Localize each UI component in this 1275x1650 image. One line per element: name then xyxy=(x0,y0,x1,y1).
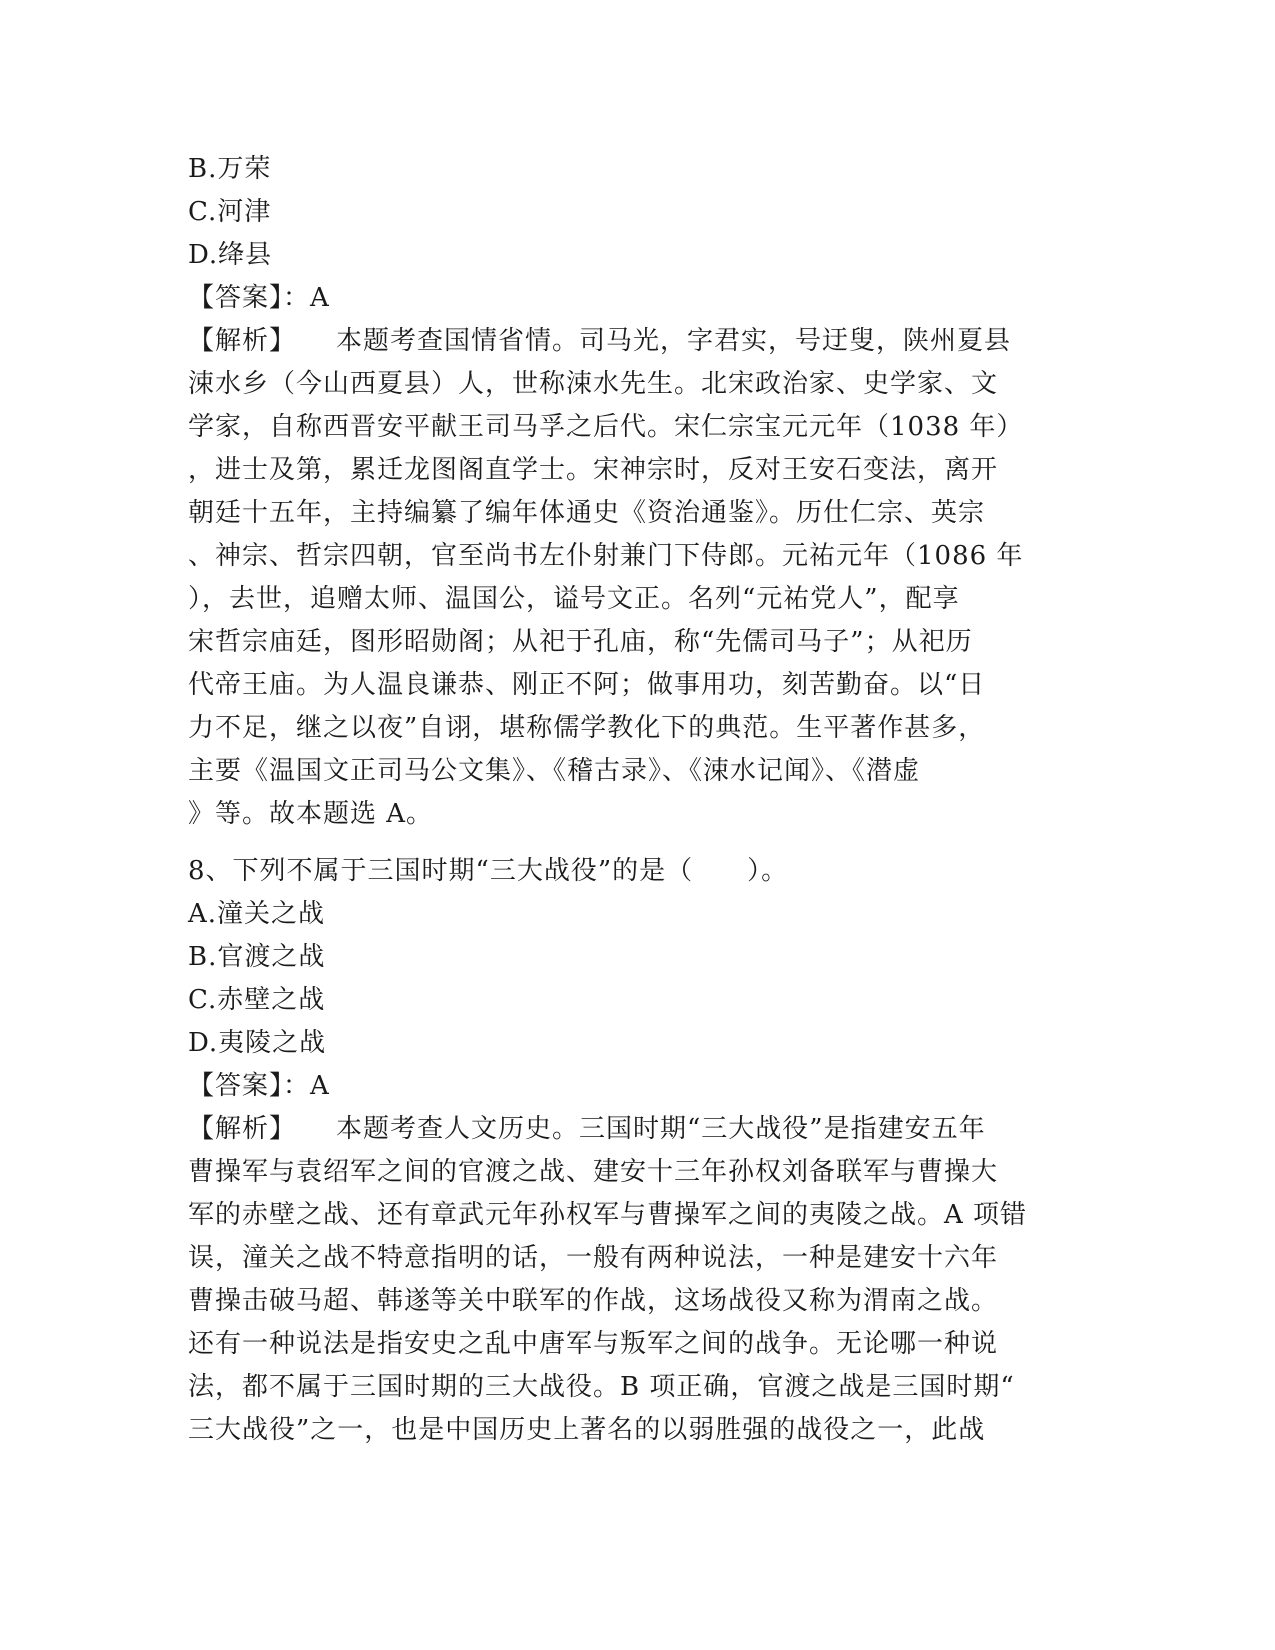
q8-analysis-line xyxy=(188,1108,1078,1151)
q8-analysis-line: 曹操军与袁绍军之间的官渡之战、建安十三年孙权刘备联军与曹操大 xyxy=(188,1157,999,1187)
q7-option-d: D.绛县 xyxy=(188,240,273,270)
q8-answer xyxy=(188,1065,1078,1108)
q8-analysis-line: 曹操击破马超、韩遂等关中联军的作战，这场战役又称为渭南之战。 xyxy=(188,1286,999,1316)
q7-answer xyxy=(188,277,1078,320)
q8-analysis xyxy=(188,1108,1078,1452)
q7-analysis-line: 主要《温国文正司马公文集》、《稽古录》、《涑水记闻》、《潜虚 xyxy=(188,756,921,786)
q7-option-b: B.万荣 xyxy=(188,154,272,184)
q8-analysis-line: 三大战役”之一，也是中国历史上著名的以弱胜强的战役之一，此战 xyxy=(188,1415,986,1445)
q8-analysis-line: 法，都不属于三国时期的三大战役。B 项正确，官渡之战是三国时期“ xyxy=(188,1372,1015,1402)
q7-analysis-line: ），去世，追赠太师、温国公，谥号文正。名列“元祐党人”，配享 xyxy=(188,584,960,614)
q7-analysis-line: 力不足，继之以夜”自诩，堪称儒学教化下的典范。生平著作甚多， xyxy=(188,713,986,743)
q8-analysis-text: 本题考查人文历史。三国时期“三大战役”是指建安五年 xyxy=(336,1114,986,1144)
q7-analysis-line: 、神宗、哲宗四朝，官至尚书左仆射兼门下侍郎。元祐元年（1086 年 xyxy=(188,541,1024,571)
q8-answer-label: 【答案】 xyxy=(188,1071,284,1101)
q7-analysis-label: 【解析】 xyxy=(188,326,297,356)
q8-answer-value: ：A xyxy=(283,1071,330,1101)
q8-analysis-line: 还有一种说法是指安史之乱中唐军与叛军之间的战争。无论哪一种说 xyxy=(188,1329,999,1359)
q8-analysis-line: 误，潼关之战不特意指明的话，一般有两种说法，一种是建安十六年 xyxy=(188,1243,999,1273)
q7-analysis-line: 学家，自称西晋安平献王司马孚之后代。宋仁宗宝元元年（1038 年） xyxy=(188,412,1024,442)
q7-analysis xyxy=(188,320,1078,836)
q7-analysis-line: ，进士及第，累迁龙图阁直学士。宋神宗时，反对王安石变法，离开 xyxy=(188,455,999,485)
q7-analysis-line: 》等。故本题选 A。 xyxy=(188,799,434,829)
q7-analysis-line: 代帝王庙。为人温良谦恭、刚正不阿；做事用功，刻苦勤奋。以“日 xyxy=(188,670,986,700)
q8-option-b: B.官渡之战 xyxy=(188,942,326,972)
q8-option-d: D.夷陵之战 xyxy=(188,1028,327,1058)
q8-option-a: A.潼关之战 xyxy=(188,899,326,929)
q7-option-c: C.河津 xyxy=(188,197,272,227)
q8-option-c: C.赤壁之战 xyxy=(188,985,326,1015)
q7-answer-value: ：A xyxy=(283,283,330,313)
q7-analysis-text: 本题考查国情省情。司马光，字君实，号迂叟，陕州夏县 xyxy=(336,326,1012,356)
question-spacer xyxy=(188,836,1078,850)
q7-analysis-line: 朝廷十五年，主持编纂了编年体通史《资治通鉴》。历仕仁宗、英宗 xyxy=(188,498,986,528)
q7-analysis-line: 涑水乡（今山西夏县）人，世称涑水先生。北宋政治家、史学家、文 xyxy=(188,369,999,399)
page-content xyxy=(188,148,1078,1452)
q7-analysis-line: 宋哲宗庙廷，图形昭勋阁；从祀于孔庙，称“先儒司马子”；从祀历 xyxy=(188,627,973,657)
q7-analysis-line xyxy=(188,320,1078,363)
q8-analysis-line: 军的赤壁之战、还有章武元年孙权军与曹操军之间的夷陵之战。A 项错 xyxy=(188,1200,1028,1230)
q8-question: 8、下列不属于三国时期“三大战役”的是（ ）。 xyxy=(188,856,789,886)
q7-answer-label: 【答案】 xyxy=(188,283,284,313)
q8-analysis-label: 【解析】 xyxy=(188,1114,297,1144)
